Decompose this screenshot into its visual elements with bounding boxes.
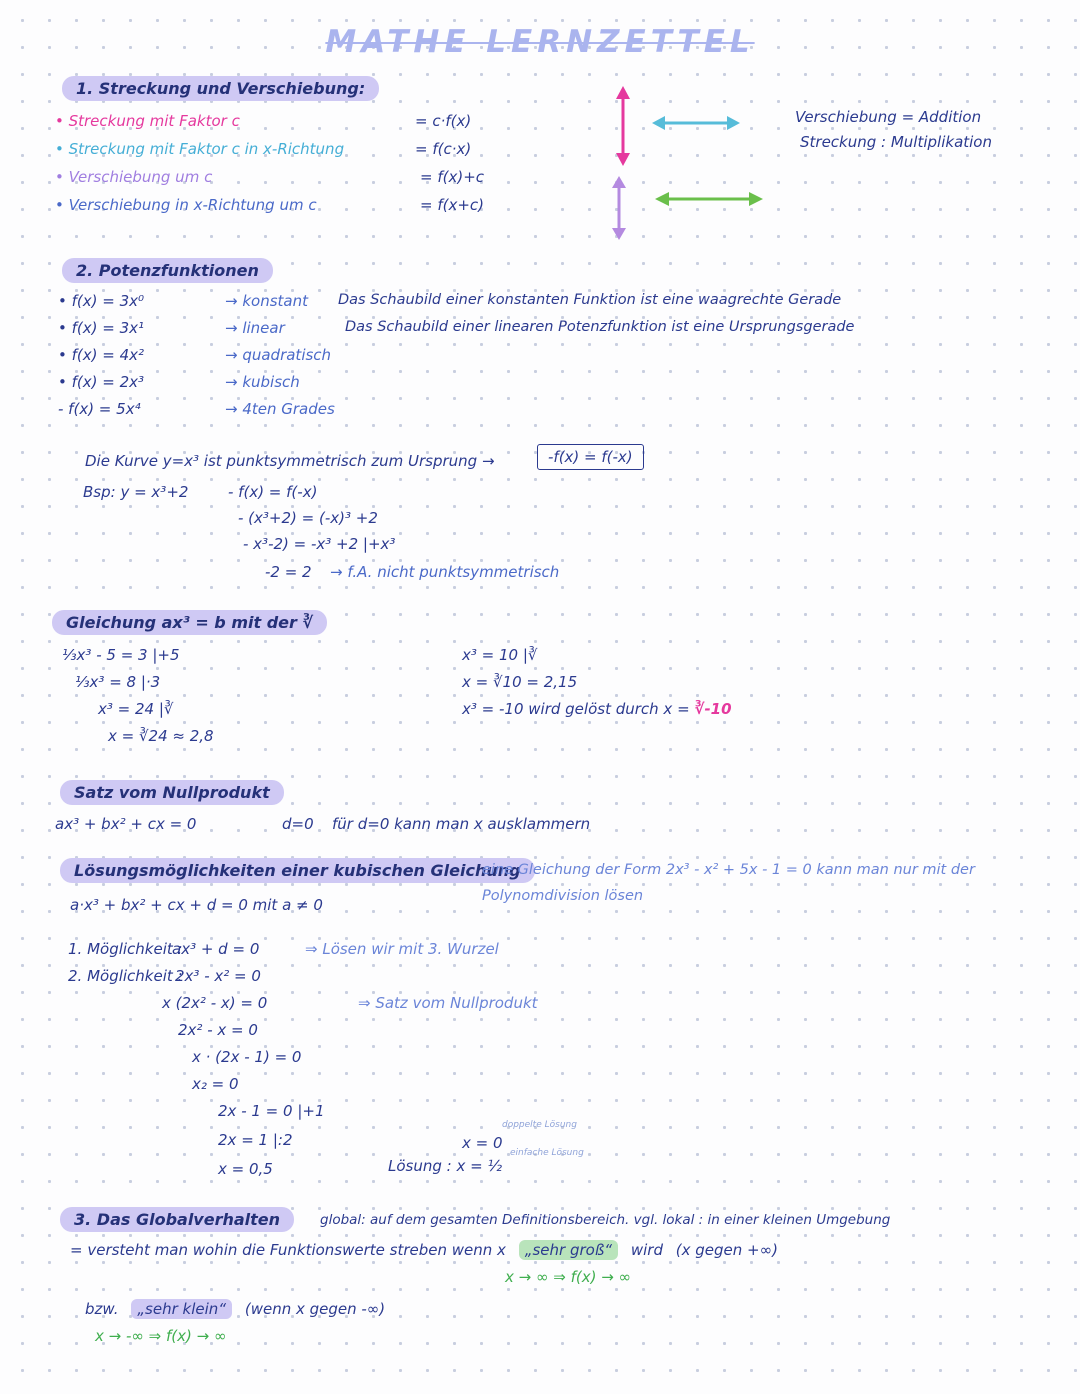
cuberoot-negative-result: ∛-10: [694, 700, 732, 718]
moeglichkeit2-formula: 2x³ - x² = 0: [175, 967, 261, 985]
verschiebung-formula: = f(x)+c: [420, 168, 485, 186]
kubisch-general-formula: a·x³ + bx² + cx + d = 0 mit a ≠ 0: [70, 896, 323, 914]
cuberoot-left-step: ⅓x³ = 8 |·3: [75, 673, 161, 691]
potenz-row-type: → linear: [225, 319, 285, 337]
symmetry-step: - x³-2) = -x³ +2 |+x³: [243, 535, 396, 553]
kubisch-step: x (2x² - x) = 0: [162, 994, 268, 1012]
sehr-gross-highlight: „sehr groß“: [519, 1240, 618, 1260]
potenz-row-f: • f(x) = 4x²: [58, 346, 145, 364]
potenz-row-f: - f(x) = 5x⁴: [58, 400, 141, 418]
sehr-klein-highlight: „sehr klein“: [131, 1299, 232, 1319]
horizontal-shift-arrow-icon: [655, 188, 763, 210]
kubisch-step: x · (2x - 1) = 0: [192, 1048, 302, 1066]
symmetry-conclusion: → f.A. nicht punktsymmetrisch: [330, 563, 560, 581]
symmetry-intro: Die Kurve y=x³ ist punktsymmetrisch zum Ursprung →: [85, 452, 495, 470]
kubisch-step: x = 0,5: [218, 1160, 273, 1178]
kubisch-step: 2x² - x = 0: [178, 1021, 258, 1039]
nullprodukt-note: für d=0 kann man x ausklammern: [332, 815, 591, 833]
cuberoot-left-step: ⅓x³ - 5 = 3 |+5: [62, 646, 180, 664]
vertical-stretch-arrow-icon: [612, 86, 634, 166]
potenz-row-type: → quadratisch: [225, 346, 332, 364]
potenz-row-f: • f(x) = 2x³: [58, 373, 145, 391]
section1-heading: 1. Streckung und Verschiebung:: [62, 76, 379, 101]
moeglichkeit1-formula: ax³ + d = 0: [172, 940, 260, 958]
cuberoot-left-step: x = ∛24 ≈ 2,8: [108, 727, 214, 745]
kubisch-heading: Lösungsmöglichkeiten einer kubischen Gleichung: [60, 858, 535, 883]
solution2-annotation: einfache Lösung: [510, 1148, 584, 1158]
kubisch-step-note: ⇒ Satz vom Nullprodukt: [358, 994, 538, 1012]
horizontal-stretch-arrow-icon: [652, 112, 740, 134]
potenz-row-f: • f(x) = 3x⁰: [58, 292, 145, 310]
verschiebung-x-label: • Verschiebung in x-Richtung um c: [55, 196, 317, 214]
symmetry-step: - (x³+2) = (-x)³ +2: [238, 509, 378, 527]
verschiebung-label: • Verschiebung um c: [55, 168, 213, 186]
global-bzw-limit: (wenn x gegen -∞): [244, 1300, 386, 1318]
potenz-row-f: • f(x) = 3x¹: [58, 319, 145, 337]
limit-positive-infinity: x → ∞ ⇒ f(x) → ∞: [505, 1268, 632, 1286]
global-side-note: global: auf dem gesamten Definitionsbereich. vgl. lokal : in einer kleinen Umgebung: [320, 1212, 891, 1228]
nullprodukt-formula: ax³ + bx² + cx = 0: [55, 815, 197, 833]
verschiebung-x-formula: = f(x+c): [420, 196, 485, 214]
symmetry-final: -2 = 2: [265, 563, 312, 581]
verschiebung-addition-note: Verschiebung = Addition: [795, 108, 982, 126]
potenz-row-type: → 4ten Grades: [225, 400, 335, 418]
cuberoot-right-step: x = ∛10 = 2,15: [462, 673, 578, 691]
global-bzw-text: bzw.: [85, 1300, 119, 1318]
global-definition-limit: (x gegen +∞): [675, 1241, 778, 1259]
cuberoot-heading: Gleichung ax³ = b mit der ∛: [52, 610, 327, 635]
moeglichkeit2-label: 2. Möglichkeit :: [68, 967, 183, 985]
cuberoot-right-step: x³ = 10 |∛: [462, 646, 538, 664]
solution1-value: x = 0: [462, 1134, 503, 1152]
kubisch-step: 2x - 1 = 0 |+1: [218, 1102, 325, 1120]
kubisch-step: 2x = 1 |:2: [218, 1131, 293, 1149]
section3-heading: 3. Das Globalverhalten: [60, 1207, 294, 1232]
vertical-shift-arrow-icon: [608, 176, 630, 240]
kubisch-note-line1: eine Gleichung der Form 2x³ - x² + 5x - 1 = 0 kann man nur mit der: [482, 862, 975, 878]
streckung-faktor-label: • Streckung mit Faktor c: [55, 112, 240, 130]
potenz-row-type: → kubisch: [225, 373, 300, 391]
potenz-row-type: → konstant: [225, 292, 308, 310]
nullprodukt-condition: d=0: [282, 815, 314, 833]
solution1-annotation: doppelte Lösung: [502, 1120, 577, 1130]
global-definition-wird: wird: [630, 1241, 663, 1259]
moeglichkeit1-note: ⇒ Lösen wir mit 3. Wurzel: [305, 940, 499, 958]
cuberoot-negative-note-text: x³ = -10 wird gelöst durch x =: [462, 700, 690, 718]
cuberoot-left-step: x³ = 24 |∛: [98, 700, 174, 718]
symmetry-step: - f(x) = f(-x): [228, 483, 318, 501]
cuberoot-negative-note: [462, 700, 732, 718]
limit-negative-infinity: x → -∞ ⇒ f(x) → ∞: [95, 1327, 227, 1345]
global-bzw-line: [85, 1299, 393, 1319]
kubisch-note-line2: Polynomdivision lösen: [482, 888, 644, 904]
symmetry-rule-box: -f(x) = f(-x): [537, 444, 644, 470]
nullprodukt-heading: Satz vom Nullprodukt: [60, 780, 284, 805]
symmetry-example-label: Bsp: y = x³+2: [83, 483, 189, 501]
moeglichkeit1-label: 1. Möglichkeit :: [68, 940, 183, 958]
potenz-row-note: Das Schaubild einer konstanten Funktion ist eine waagrechte Gerade: [338, 292, 842, 308]
global-definition-line: [70, 1240, 786, 1260]
kubisch-step: x₂ = 0: [192, 1075, 239, 1093]
section2-heading: 2. Potenzfunktionen: [62, 258, 273, 283]
solution2-value: Lösung : x = ½: [388, 1157, 502, 1175]
streckung-faktor-formula: = c·f(x): [415, 112, 472, 130]
streckung-multiplikation-note: Streckung : Multiplikation: [800, 133, 992, 151]
streckung-x-label: • Streckung mit Faktor c in x-Richtung: [55, 140, 345, 158]
potenz-row-note: Das Schaubild einer linearen Potenzfunktion ist eine Ursprungsgerade: [345, 319, 855, 335]
global-definition-text: = versteht man wohin die Funktionswerte streben wenn x: [70, 1241, 506, 1259]
page-title: MATHE LERNZETTEL: [325, 24, 755, 60]
streckung-x-formula: = f(c·x): [415, 140, 472, 158]
